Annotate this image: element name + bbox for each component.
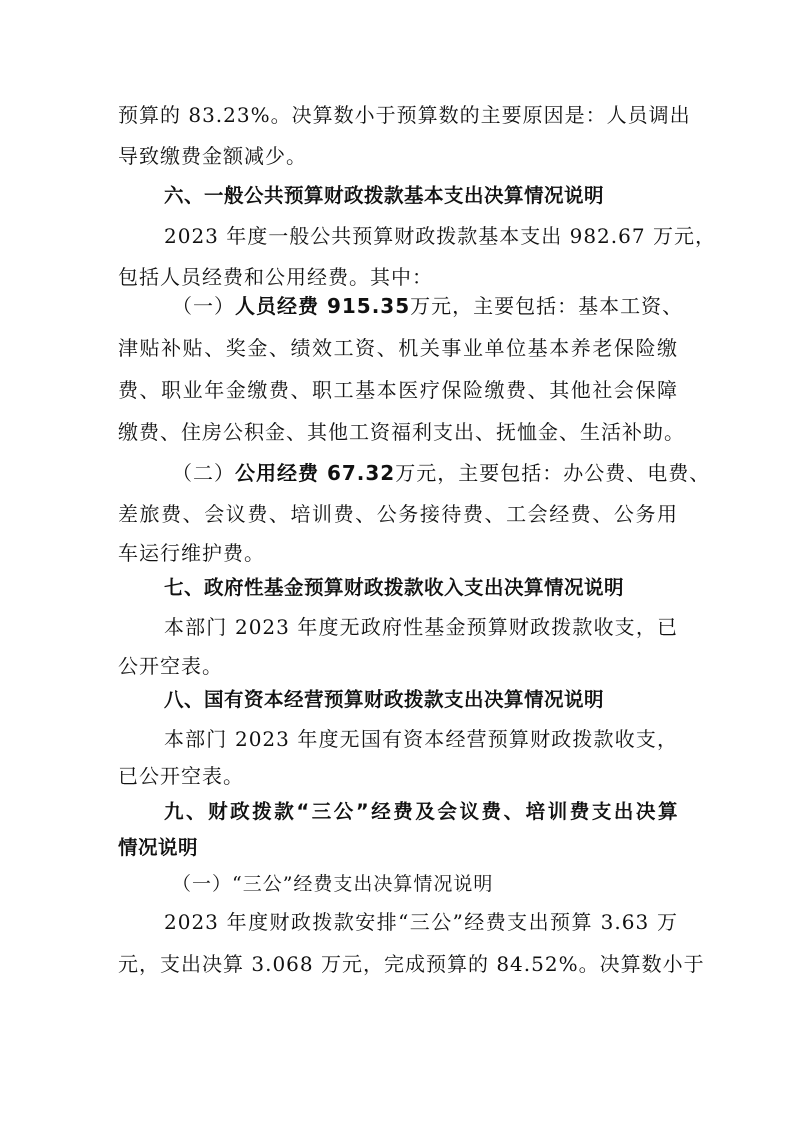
item-text: 万元，主要包括：办公费、电费、: [395, 461, 711, 485]
bold-term: 人员经费 915.35: [235, 294, 411, 318]
section-heading-6: 六、一般公共预算财政拨款基本支出决算情况说明: [164, 184, 605, 207]
item-text: 万元，主要包括：基本工资、: [410, 294, 684, 318]
paragraph-line: 2023 年度一般公共预算财政拨款基本支出 982.67 万元，: [164, 224, 716, 248]
section-heading-9-cont: 情况说明: [118, 836, 199, 859]
paragraph-line: 公开空表。: [118, 654, 223, 678]
section-heading-7: 七、政府性基金预算财政拨款收入支出决算情况说明: [164, 576, 625, 599]
paragraph-line: 预算的 83.23%。决算数小于预算数的主要原因是：人员调出: [118, 103, 691, 127]
paragraph-line: 津贴补贴、奖金、绩效工资、机关事业单位基本养老保险缴: [118, 336, 678, 360]
section-heading-8: 八、国有资本经营预算财政拨款支出决算情况说明: [164, 688, 605, 711]
paragraph-line: 本部门 2023 年度无政府性基金预算财政拨款收支，已: [164, 615, 678, 639]
paragraph-line: 已公开空表。: [118, 764, 244, 788]
paragraph-line-public: [172, 459, 711, 487]
item-prefix: （二）: [172, 461, 235, 485]
item-prefix: （一）: [172, 294, 235, 318]
paragraph-line: 缴费、住房公积金、其他工资福利支出、抚恤金、生活补助。: [118, 420, 685, 444]
paragraph-line: 差旅费、会议费、培训费、公务接待费、工会经费、公务用: [118, 502, 678, 526]
section-heading-9: 九、财政拨款“三公”经费及会议费、培训费支出决算: [164, 800, 678, 823]
paragraph-line: 导致缴费金额减少。: [118, 144, 307, 168]
paragraph-line: 元，支出决算 3.068 万元，完成预算的 84.52%。决算数小于: [118, 952, 705, 976]
paragraph-line: 车运行维护费。: [118, 541, 265, 565]
paragraph-line: 2023 年度财政拨款安排“三公”经费支出预算 3.63 万: [164, 910, 678, 934]
subsection-heading: （一）“三公”经费支出决算情况说明: [172, 873, 494, 895]
bold-term: 公用经费 67.32: [235, 461, 396, 485]
paragraph-line-personnel: [172, 292, 684, 320]
paragraph-line: 本部门 2023 年度无国有资本经营预算财政拨款收支，: [164, 727, 678, 751]
paragraph-line: 包括人员经费和公用经费。其中：: [118, 265, 433, 289]
paragraph-line: 费、职业年金缴费、职工基本医疗保险缴费、其他社会保障: [118, 378, 678, 402]
